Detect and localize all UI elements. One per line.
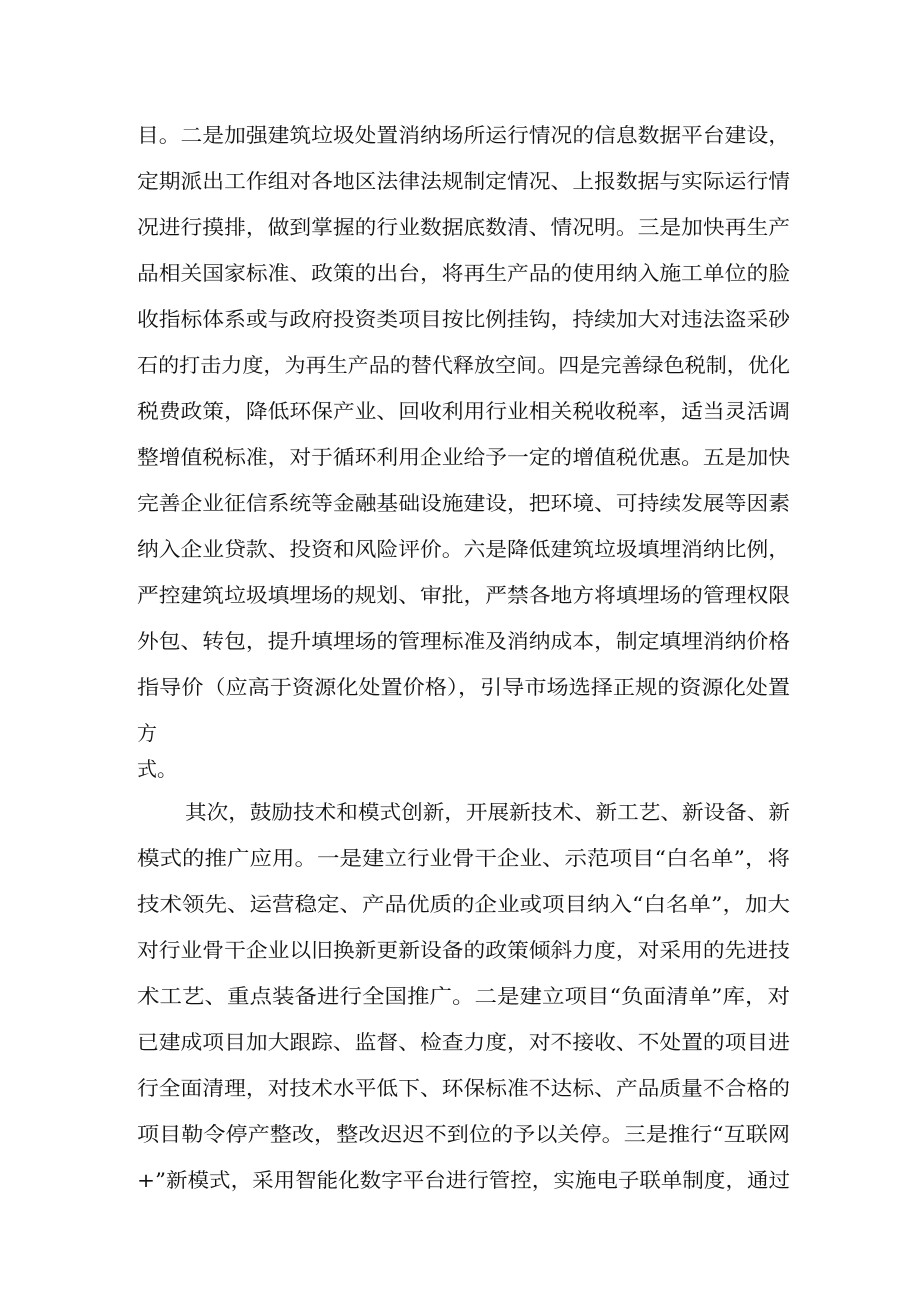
line-text: 指导价（应高于资源化处置价格），引导市场选择正规的资源化处置: [137, 675, 791, 699]
paragraph-line: [0, 532, 920, 566]
paragraph-line: [0, 716, 920, 750]
paragraph-line: [0, 841, 920, 875]
line-text: +”新模式，采用智能化数字平台进行管控，实施电子联单制度，通过: [137, 1168, 790, 1192]
paragraph-line: [0, 887, 920, 921]
paragraph-line: [0, 752, 920, 786]
line-text: 技术领先、运营稳定、产品优质的企业或项目纳入“白名单”，加大: [137, 892, 791, 916]
line-text: 收指标体系或与政府投资类项目按比例挂钩，持续加大对违法盗采砂: [137, 307, 790, 331]
paragraph-line: [0, 394, 920, 428]
line-text: 已建成项目加大跟踪、监督、检查力度，对不接收、不处置的项目进: [137, 1030, 790, 1054]
line-text: 况进行摸排，做到掌握的行业数据底数清、情况明。三是加快再生产: [137, 215, 790, 239]
paragraph-line: [0, 795, 920, 829]
line-text: 整增值税标准，对于循环利用企业给予一定的增值税优惠。五是加快: [137, 445, 790, 469]
paragraph-line: [0, 624, 920, 658]
paragraph-line: [0, 578, 920, 612]
paragraph-line: [0, 979, 920, 1013]
line-text: 其次，鼓励技术和模式创新，开展新技术、新工艺、新设备、新: [185, 800, 791, 824]
line-text: 模式的推广应用。一是建立行业骨干企业、示范项目“白名单”，将: [137, 846, 791, 870]
paragraph-line: [0, 440, 920, 474]
paragraph-line: [0, 256, 920, 290]
paragraph-line: [0, 164, 920, 198]
paragraph-line: [0, 933, 920, 967]
line-text: 目。二是加强建筑垃圾处置消纳场所运行情况的信息数据平台建设，: [137, 123, 790, 147]
paragraph-line: [0, 118, 920, 152]
line-text: 项目勒令停产整改，整改迟迟不到位的予以关停。三是推行“互联网: [137, 1122, 790, 1146]
line-text: 石的打击力度，为再生产品的替代释放空间。四是完善绿色税制，优化: [137, 353, 790, 377]
paragraph-line: [0, 486, 920, 520]
line-text: 外包、转包，提升填埋场的管理标准及消纳成本，制定填埋消纳价格: [137, 629, 790, 653]
paragraph-line: [0, 670, 920, 704]
paragraph-line: [0, 210, 920, 244]
line-text: 定期派出工作组对各地区法律法规制定情况、上报数据与实际运行情: [137, 169, 790, 193]
paragraph-line: [0, 1025, 920, 1059]
line-text: 完善企业征信系统等金融基础设施建设，把环境、可持续发展等因素: [137, 491, 790, 515]
paragraph-line: [0, 1163, 920, 1197]
line-text: 严控建筑垃圾填埋场的规划、审批，严禁各地方将填埋场的管理权限: [137, 583, 790, 607]
line-text: 对行业骨干企业以旧换新更新设备的政策倾斜力度，对采用的先进技: [137, 938, 790, 962]
line-text: 行全面清理，对技术水平低下、环保标准不达标、产品质量不合格的: [137, 1076, 790, 1100]
line-text: 税费政策，降低环保产业、回收利用行业相关税收税率，适当灵活调: [137, 399, 790, 423]
paragraph-line: [0, 302, 920, 336]
line-text: 式。: [137, 757, 177, 781]
paragraph-line: [0, 1117, 920, 1151]
line-text: 纳入企业贷款、投资和风险评价。六是降低建筑垃圾填埋消纳比例，: [137, 537, 790, 561]
line-text: 品相关国家标准、政策的出台，将再生产品的使用纳入施工单位的脸: [137, 261, 790, 285]
paragraph-line: [0, 348, 920, 382]
paragraph-line: [0, 1071, 920, 1105]
line-text: 术工艺、重点装备进行全国推广。二是建立项目“负面清单”库，对: [137, 984, 791, 1008]
line-text: 方: [137, 721, 157, 745]
